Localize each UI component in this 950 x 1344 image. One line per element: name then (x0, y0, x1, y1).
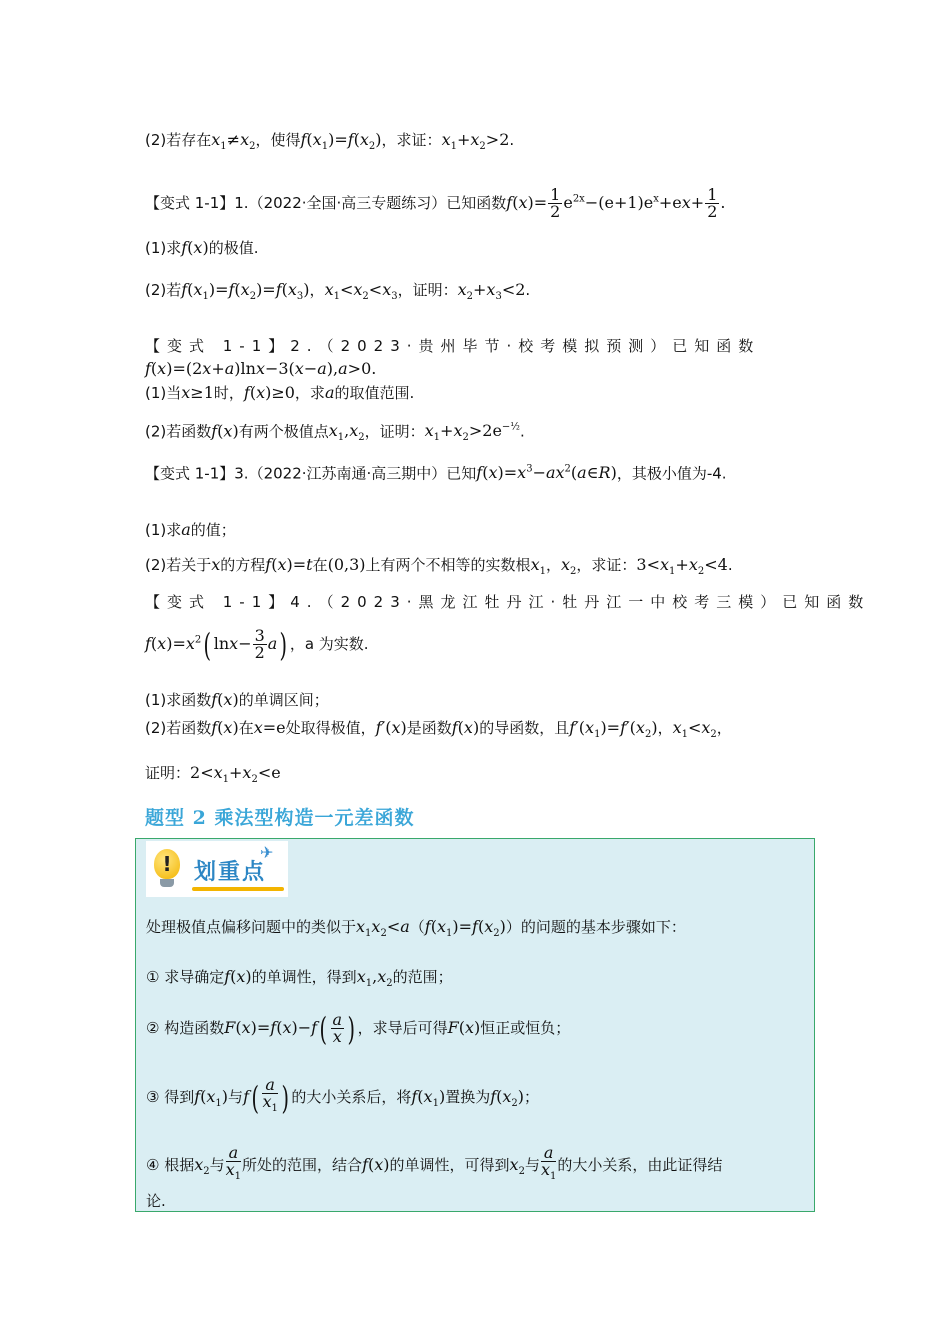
variant-4-q1: (1)求函数f(x)的单调区间； (145, 690, 329, 709)
variant-4-q2: (2)若函数f(x)在x=e处取得极值，f′(x)是函数f(x)的导函数，且$f'(x_1)=f'(x_2)$，$x_1<x_2$， (145, 718, 732, 741)
variant-2-stem: 【变式 1-1】2.（2023·贵州毕节·校考模拟预测）已知函数 (145, 337, 761, 355)
variant-1-q2: (2)若$f(x_1)=f(x_2)=f(x_3)$，$x_1<x_2<x_3$，证明：$x_2+x_3<2$. (145, 280, 531, 303)
math-v1-function: f(x)= $\frac{1}{2}$ $e^{2x}-(e+1)e^x+ex+$ $\frac{1}{2}$ . (506, 185, 726, 221)
section-heading: 题型 2 乘法型构造一元差函数 (145, 807, 415, 829)
variant-3-q1: (1)求a的值； (145, 520, 236, 539)
problem-part2: (2)若存在$x_1\ne x_2$，使得$f(x_1)=f(x_2)$，求证：$x_1+x_2>2$. (145, 130, 515, 153)
key-step-2: ② 构造函数F(x)=f(x)−f( $\frac{a}{x}$ ) ，求导后可得F(x)恒正或恒负； (146, 1009, 571, 1048)
variant-2-q1: (1)当x≥1时，f(x)≥0，求a的取值范围. (145, 383, 415, 402)
lightbulb-base-icon (160, 879, 174, 887)
key-step-4-end: 论. (146, 1192, 166, 1210)
key-points-badge (146, 841, 288, 897)
key-step-4: ④ 根据$x_2$与 $\frac{a}{x_1}$ 所处的范围，结合f(x)的单调性，可得到$x_2$与 $\frac{a}{x_1}$ 的大小关系，由此证得结 (146, 1143, 723, 1183)
paper-plane-icon: ✈ (260, 843, 274, 862)
key-step-3: ③ 得到$f(x_1)$与f( $\frac{a}{x_1}$ ) 的大小关系后，将$f(x_1)$置换为$f(x_2)$； (146, 1075, 540, 1117)
variant-2-q2: (2)若函数f(x)有两个极值点$x_1,x_2$，证明：$x_1+x_2>2e^{-\frac{1}{2}}$. (145, 421, 525, 444)
variant-4-stem: 【变式 1-1】4.（2023·黑龙江牡丹江·牡丹江一中校考三模）已知函数 (145, 593, 871, 611)
badge-underline (192, 887, 284, 891)
key-step-1: ① 求导确定f(x)的单调性，得到$x_1,x_2$的范围； (146, 967, 453, 990)
variant-4-function: $f(x)=x^2$( lnx− $\frac{3}{2}$ a) ，a 为实数. (145, 625, 369, 664)
math-x1-ne-x2: $x_1\ne x_2$ (211, 130, 256, 153)
variant-1-q1: (1)求f(x)的极值. (145, 238, 259, 257)
key-intro: 处理极值点偏移问题中的类似于$x_1x_2<a(f(x_1)=f(x_2))$的问题的基本步骤如下： (146, 917, 686, 940)
variant-2-function: f(x)=(2x+a)lnx−3(x−a),a>0. (145, 359, 377, 378)
math-sum-gt-2: $x_1+x_2>2$ (441, 130, 510, 153)
badge-label: 划重点 (194, 860, 267, 885)
variant-4-q3: 证明：$2<x_1+x_2<e$ (145, 763, 281, 786)
math-fx1-eq-fx2: $f(x_1)=f(x_2)$ (300, 130, 382, 153)
key-points-box (135, 838, 815, 1212)
variant-3-stem: 【变式 1-1】3.（2022·江苏南通·高三期中）已知$f(x)=x^3-ax^2(a\in R)$，其极小值为-4. (145, 463, 727, 483)
lightbulb-icon: ! (154, 849, 180, 879)
variant-3-q2: (2)若关于x的方程f(x)=t在(0,3)上有两个不相等的实数根$x_1$，$x_2$，求证：$3<x_1+x_2<4$. (145, 555, 733, 578)
variant-1-stem: 【变式 1-1】1.（2022·全国·高三专题练习）已知函数f(x)= $\frac{1}{2}$ $e^{2x}-(e+1)e^x+ex+$ $\frac{1}{2}$ . (145, 185, 726, 221)
